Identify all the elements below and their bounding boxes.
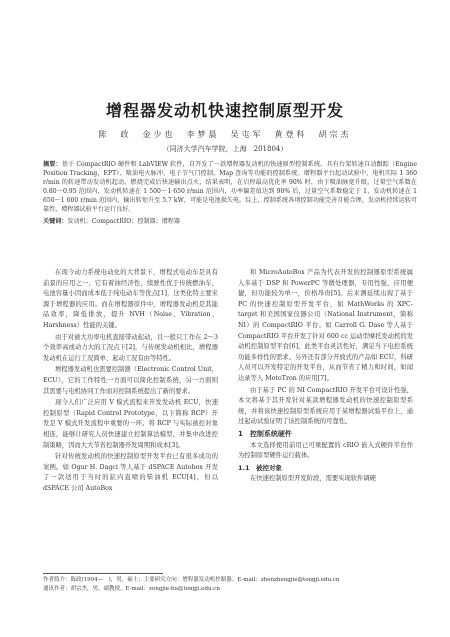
body-paragraph: 增程器发动机也需要控制器（Electronic Control Unit，ECU），它的工作特性一方面可以简化控制系统，另一方面则其需要与电机协同工作而对控制系统提出了新的要求。 (43, 366, 218, 395)
body-paragraph: 本文选择使用前用已可重配置的 cRIO 嵌入式硬件平台作为控制原型硬件运行载体。 (238, 441, 413, 460)
abstract-label: 摘要： (43, 161, 62, 168)
abstract-text: 基于 CompactRIO 硬件和 LabVIEW 软件，自开发了一款增程器发动机的快速原型控制系统。具有台架转速自动跟踪（Engine Position Tracking，EPT）、喷油电火脉冲、电子节气门控制、Map 查询等功能的控制系统。增程器平台起动试验中，电机实际 1 360 r/min 的转速带动发动机起动，燃烧完成后快速输出点火，结果表明，在启停最高优化率 90% 时，由于喷油脉宽升级，过量空气系数在 0.80～0.95 范围内，发动机转速在 1 500～1 650 r/min 范围内，功率偏差值达到 90% 后，过量空气系数稳定于 1，发动机转速在 1 650～1 600 r/min 范围内，输出转矩升至 5.7 kW，可能是电池损失电。综上，控制系统各项控制功能完善且能合理，发动机持续运转可靠性，增程器试验平台运行良好。 (43, 161, 418, 213)
body-column-right (238, 268, 413, 486)
keywords-label: 关键词： (43, 218, 68, 225)
affiliation: （同济大学汽车学院，上海 201804） (162, 145, 288, 153)
corresponding-author: 通讯作者：胡宗杰，男，副教授。E-mail：zongjie-hu@tongji.edu.cn (43, 586, 220, 592)
body-column-left (43, 268, 218, 495)
subsection-heading: 1.1 被控对象 (238, 463, 283, 472)
body-paragraph: 由于基于 PC 的 NI CompactRIO 开发平台可设计性强，本文将基于其开发针对某款增程器发动机的快速控制原型系统，并将该快速控制原型系统应用于某增程器试验平台上，通过起动试验证明了该控制系统的可靠性。 (238, 386, 413, 426)
section-heading: 1 控制系统硬件 (238, 429, 292, 438)
footnote (43, 576, 417, 594)
body-paragraph: 针对传统发动机的快速控制原型开发平台已有很多成功的案例。如 Ogur H. Dagci 等人基于 dSPACE Autobox 开发了一款适用于当时的缸内直喷的柴油机 ECU[4]，但以 dSPACE 公司 AutoBox (43, 453, 218, 492)
abstract (43, 160, 417, 226)
body-paragraph: 在快速控制原型开发阶段，需要实现软件调硬 (250, 475, 376, 483)
body-paragraph: 在现今动力系统电动化的大背景下，增程式电动车是具有前景的应用之一，它有着油经济性，续驶性优于传统燃油车，电池容量小因而成本低于纯电动车等优点[1]，这类化特主要来源于增程器的应用。而在增程器原件中，增程器发动机是其能品效率，降低排放，提升 NVH（Noise、Vibration、Harshness）性能的关键。 (43, 269, 218, 329)
footnote-divider (43, 573, 163, 574)
author-list: 陈 政 金少也 李梦晨 吴屯军 黄登科 胡宗杰 (98, 130, 352, 139)
paper-title: 增程器发动机快速控制原型开发 (105, 101, 344, 120)
body-paragraph: 由于对被大功率电机直接带动起动，且一般只工作在 2～3 个效率高或动力大的工况点下[2]，与传统发动机相比，增程器发动机在运行工况简单、起动工况有由等特性。 (43, 333, 218, 362)
body-paragraph: 和 MicroAutoBox 产品为代表开发的控制器原型系统属入多基于 DSP 和 PowerPC 等微处理器，专用性强，应用便捷，但功能较为单一，价格昂贵[5]。后来测延续出现了基于 PC 的快速控制原型开发平台，如 MathWorks 的 XPC-target 和美国国家仪器公司（National Instrument，简称 NI）的 CompactRIO 平台。如 Carroll G. Dase 等人基于 CompactRIO 平台开发了针对 600 cc 运动型摩托发动机的发动机控制原型平台[6]，此类平台灵活性好，满足当下电控系统功能多样性的需求。另外还有部分开放式的产品如 ECU，科研人员可以开发特定的开发平台，从而节省了精力和时间，如闻达录等人 MotoTron 的应用[7]。 (238, 269, 413, 382)
body-paragraph: 现今人们广泛应用 V 模式流程来开发发动机 ECU，快速控制原型（Rapid Control Prototype，以下简称 RCP）开发是 V 模式开发流程中重要的一环。将 RCP 与实际被控对象相连，能够让研究人员快速建立控制算法模型，并集中改进控制策略，因而大大节省控制器开发周期和成本[3]。 (43, 399, 218, 449)
author-bio: 作者简介：陈政(1994— )，男，硕士；主要研究方向：增程器发动机控制器。E-mail：zhenzhengjie@tongji.edu.cn (43, 577, 340, 583)
keywords-text: 发动机；CompactRIO；控制器；增程器 (67, 218, 180, 225)
keywords (43, 217, 417, 226)
